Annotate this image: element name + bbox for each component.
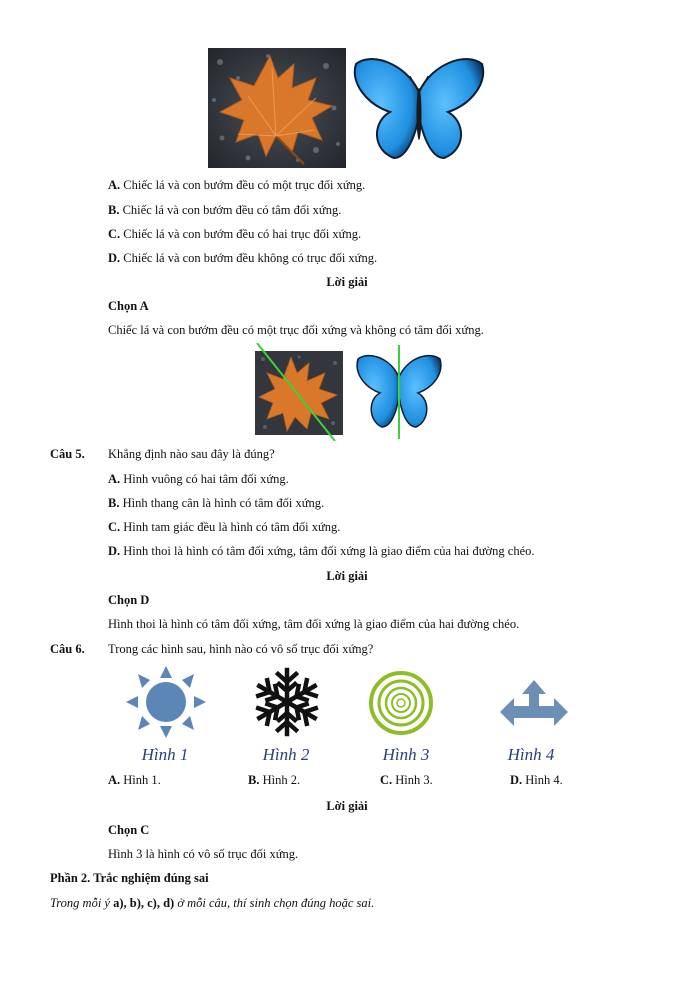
three-way-arrow-icon [498, 678, 570, 732]
q4-solution-heading: Lời giải [326, 275, 368, 289]
snowflake-icon [250, 664, 324, 740]
q4-option-b: B. Chiếc lá và con bướm đều có tâm đối xứng. [108, 203, 342, 217]
butterfly-image [350, 52, 488, 164]
q5-option-d: D. Hình thoi là hình có tâm đối xứng, tâm đối xứng là giao điểm của hai đường chéo. [108, 544, 535, 558]
q5-solution-heading: Lời giải [326, 569, 368, 583]
maple-leaf-image [208, 48, 346, 168]
q6-label: Câu 6. [50, 642, 85, 656]
q5-label: Câu 5. [50, 447, 85, 461]
caption-hinh-2: Hình 2 [262, 745, 310, 764]
q6-answer: Chọn C [108, 823, 150, 837]
butterfly-axis-image [354, 343, 444, 441]
q4-explanation: Chiếc lá và con bướm đều có một trục đối xứng và không có tâm đối xứng. [108, 323, 484, 337]
q6-question: Trong các hình sau, hình nào có vô số trục đối xứng? [108, 642, 374, 656]
q5-option-b: B. Hình thang cân là hình có tâm đối xứng. [108, 496, 325, 510]
q4-answer: Chọn A [108, 299, 149, 313]
q6-option-b: B. Hình 2. [248, 773, 301, 787]
caption-hinh-3: Hình 3 [382, 745, 430, 764]
part2-instruction: Trong mỗi ý a), b), c), d) ở mỗi câu, thí sinh chọn đúng hoặc sai. [50, 896, 375, 910]
q6-option-c: C. Hình 3. [380, 773, 433, 787]
part2-title: Phần 2. Trắc nghiệm đúng sai [50, 871, 209, 885]
sun-icon [124, 664, 208, 740]
q5-explanation: Hình thoi là hình có tâm đối xứng, tâm đối xứng là giao điểm của hai đường chéo. [108, 617, 520, 631]
q4-option-c: C. Chiếc lá và con bướm đều có hai trục đối xứng. [108, 227, 362, 241]
q6-explanation: Hình 3 là hình có vô số trục đối xứng. [108, 847, 299, 861]
q4-option-a: A. Chiếc lá và con bướm đều có một trục đối xứng. [108, 178, 366, 192]
caption-hinh-1: Hình 1 [141, 745, 189, 764]
q6-solution-heading: Lời giải [326, 799, 368, 813]
leaf-axis-image [255, 343, 345, 441]
q5-option-a: A. Hình vuông có hai tâm đối xứng. [108, 472, 289, 486]
q6-option-a: A. Hình 1. [108, 773, 161, 787]
q5-answer: Chọn D [108, 593, 150, 607]
caption-hinh-4: Hình 4 [507, 745, 555, 764]
q4-option-d: D. Chiếc lá và con bướm đều không có trục đối xứng. [108, 251, 378, 265]
q6-option-d: D. Hình 4. [510, 773, 563, 787]
concentric-rings-icon [368, 670, 434, 736]
q5-option-c: C. Hình tam giác đều là hình có tâm đối xứng. [108, 520, 341, 534]
q5-question: Khẳng định nào sau đây là đúng? [108, 447, 275, 461]
